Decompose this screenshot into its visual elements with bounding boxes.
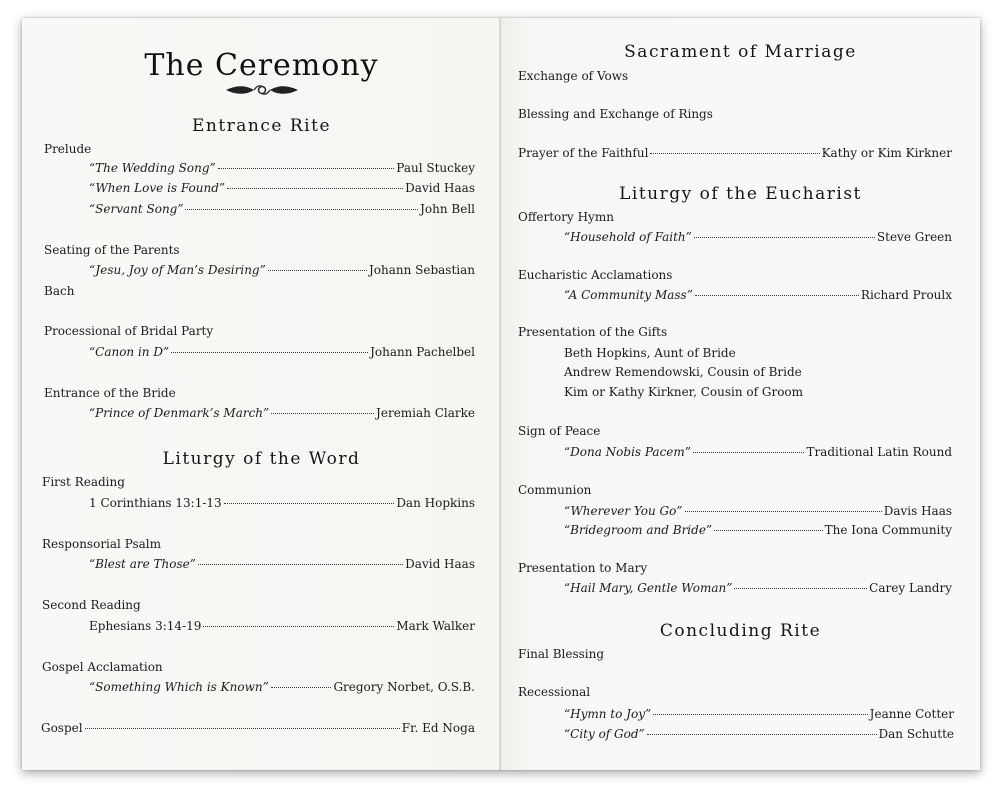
ceremony-title: The Ceremony (144, 48, 379, 83)
acclamations-heading: Eucharistic Acclamations (518, 268, 673, 282)
offertory-line: “Household of Faith” Steve Green (564, 230, 952, 244)
prelude-line-1: “The Wedding Song” Paul Stuckey (89, 161, 475, 175)
psalm-heading: Responsorial Psalm (42, 537, 161, 551)
liturgy-word-title: Liturgy of the Word (162, 449, 361, 469)
gospel-line: Gospel Fr. Ed Noga (41, 721, 475, 735)
prelude-line-2: “When Love is Found” David Haas (89, 181, 475, 195)
vows-heading: Exchange of Vows (518, 69, 629, 83)
second-reading-line: Ephesians 3:14-19 Mark Walker (89, 619, 475, 633)
communion-line-2: “Bridegroom and Bride” The Iona Community (564, 523, 952, 537)
sacrament-title: Sacrament of Marriage (624, 42, 857, 62)
seating-performer-wrap: Bach (44, 284, 75, 298)
acclamation-line: “Something Which is Known” Gregory Norbet, O.S.B. (89, 680, 475, 694)
seating-line: “Jesu, Joy of Man’s Desiring” Johann Sebastian (89, 263, 475, 277)
seating-heading: Seating of the Parents (44, 243, 180, 257)
recessional-line-1: “Hymn to Joy” Jeanne Cotter (564, 707, 954, 721)
left-page (22, 18, 501, 770)
flourish-ornament-icon (222, 82, 302, 98)
rings-heading: Blessing and Exchange of Rings (518, 107, 713, 121)
offertory-heading: Offertory Hymn (518, 210, 614, 224)
second-reading-heading: Second Reading (42, 598, 141, 612)
psalm-line: “Blest are Those” David Haas (89, 557, 475, 571)
program-booklet (22, 18, 980, 770)
gifts-heading: Presentation of the Gifts (518, 325, 668, 339)
prelude-heading: Prelude (44, 142, 92, 156)
mary-heading: Presentation to Mary (518, 561, 648, 575)
peace-line: “Dona Nobis Pacem” Traditional Latin Round (564, 445, 952, 459)
entrance-bride-heading: Entrance of the Bride (44, 386, 176, 400)
recessional-heading: Recessional (518, 685, 591, 699)
mary-line: “Hail Mary, Gentle Woman” Carey Landry (564, 581, 952, 595)
gifts-person-3: Kim or Kathy Kirkner, Cousin of Groom (564, 385, 804, 399)
acclamations-line: “A Community Mass” Richard Proulx (564, 288, 952, 302)
first-reading-heading: First Reading (42, 475, 125, 489)
communion-line-1: “Wherever You Go” Davis Haas (564, 504, 952, 518)
acclamation-heading: Gospel Acclamation (42, 660, 163, 674)
first-reading-line: 1 Corinthians 13:1-13 Dan Hopkins (89, 496, 475, 510)
prelude-line-3: “Servant Song” John Bell (89, 202, 475, 216)
processional-heading: Processional of Bridal Party (44, 324, 214, 338)
right-page (501, 18, 980, 770)
recessional-line-2: “City of God” Dan Schutte (564, 727, 954, 741)
prayer-line: Prayer of the Faithful Kathy or Kim Kirkner (518, 146, 952, 160)
peace-heading: Sign of Peace (518, 424, 601, 438)
processional-line: “Canon in D” Johann Pachelbel (89, 345, 475, 359)
final-blessing-heading: Final Blessing (518, 647, 605, 661)
concluding-title: Concluding Rite (659, 621, 822, 641)
eucharist-title: Liturgy of the Eucharist (619, 184, 862, 204)
entrance-rite-title: Entrance Rite (191, 116, 331, 136)
communion-heading: Communion (518, 483, 592, 497)
gifts-person-1: Beth Hopkins, Aunt of Bride (564, 346, 736, 360)
gifts-person-2: Andrew Remendowski, Cousin of Bride (564, 365, 802, 379)
entrance-bride-line: “Prince of Denmark’s March” Jeremiah Clarke (89, 406, 475, 420)
